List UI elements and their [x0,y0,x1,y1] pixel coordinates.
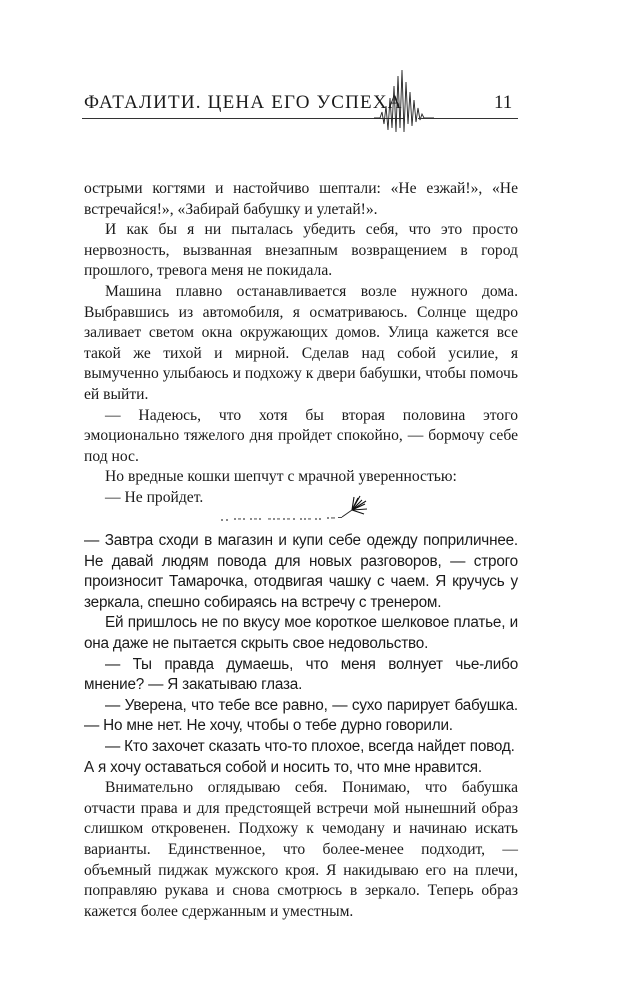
paragraph: Машина плавно останавливается возле нужного дома. Выбравшись из автомобиля, я осматриваюсь. Солнце щедро заливает светом окна окружающих домов. Улица кажется все такой же тихой и мирной. Сделав над собой усилие, я вымученно улыбаюсь и подхожу к двери бабушки, чтобы помочь ей выйти. [84,282,518,403]
page-number: 11 [494,92,513,113]
running-header [0,62,619,132]
paragraph: — Ты правда думаешь, что меня волнует чье-либо мнение? — Я закатываю глаза. [84,655,518,694]
paragraph: — Завтра сходи в магазин и купи себе одежду поприличнее. Не давай людям повода для новых разговоров, — строго произносит Тамарочка, отодвигая чашку с чаем. Я кручусь у зеркала, спешно собираясь на встречу с тренером. [84,532,518,611]
text-section-1 [84,179,518,509]
section-divider-icon [218,488,388,528]
paragraph: — Не пройдет. [105,488,204,506]
header-rule [82,118,404,119]
paragraph: — Кто захочет сказать что-то плохое, всегда найдет повод. [105,737,515,755]
paragraph: — Надеюсь, что хотя бы вторая половина этого эмоционально тяжелого дня пройдет спокойно, — бормочу себе под нос. [84,406,518,465]
paragraph: А я хочу оставаться собой и носить то, что мне нравится. [84,758,482,776]
text-section-2 [84,531,518,922]
paragraph: И как бы я ни пыталась убедить себя, что это просто нервозность, вызванная внезапным возвращением в город прошлого, тревога меня не покидала. [84,221,518,280]
book-title: ФАТАЛИТИ. ЦЕНА ЕГО УСПЕХА [84,92,403,113]
header-rule-right [418,118,518,119]
heartbeat-wave-icon [374,62,434,132]
paragraph: — Уверена, что тебе все равно, — сухо парирует бабушка. — Но мне нет. Не хочу, чтобы о тебе дурно говорили. [84,696,518,735]
paragraph: острыми когтями и настойчиво шептали: «Не езжай!», «Не встречайся!», «Забирай бабушку и улетай!». [84,180,518,218]
paragraph: Внимательно оглядываю себя. Понимаю, что бабушка отчасти права и для предстоящей встречи мой нынешний образ слишком откровенен. Подхожу к чемодану и начинаю искать варианты. Единственное, что более-менее подходит, — объемный пиджак мужского кроя. Я накидываю его на плечи, поправляю рукава и снова смотрюсь в зеркало. Теперь образ кажется более сдержанным и уместным. [84,779,518,920]
paragraph: Ей пришлось не по вкусу мое короткое шелковое платье, и она даже не пытается скрыть свое недовольство. [84,614,518,652]
paragraph: Но вредные кошки шепчут с мрачной уверенностью: [105,468,457,486]
